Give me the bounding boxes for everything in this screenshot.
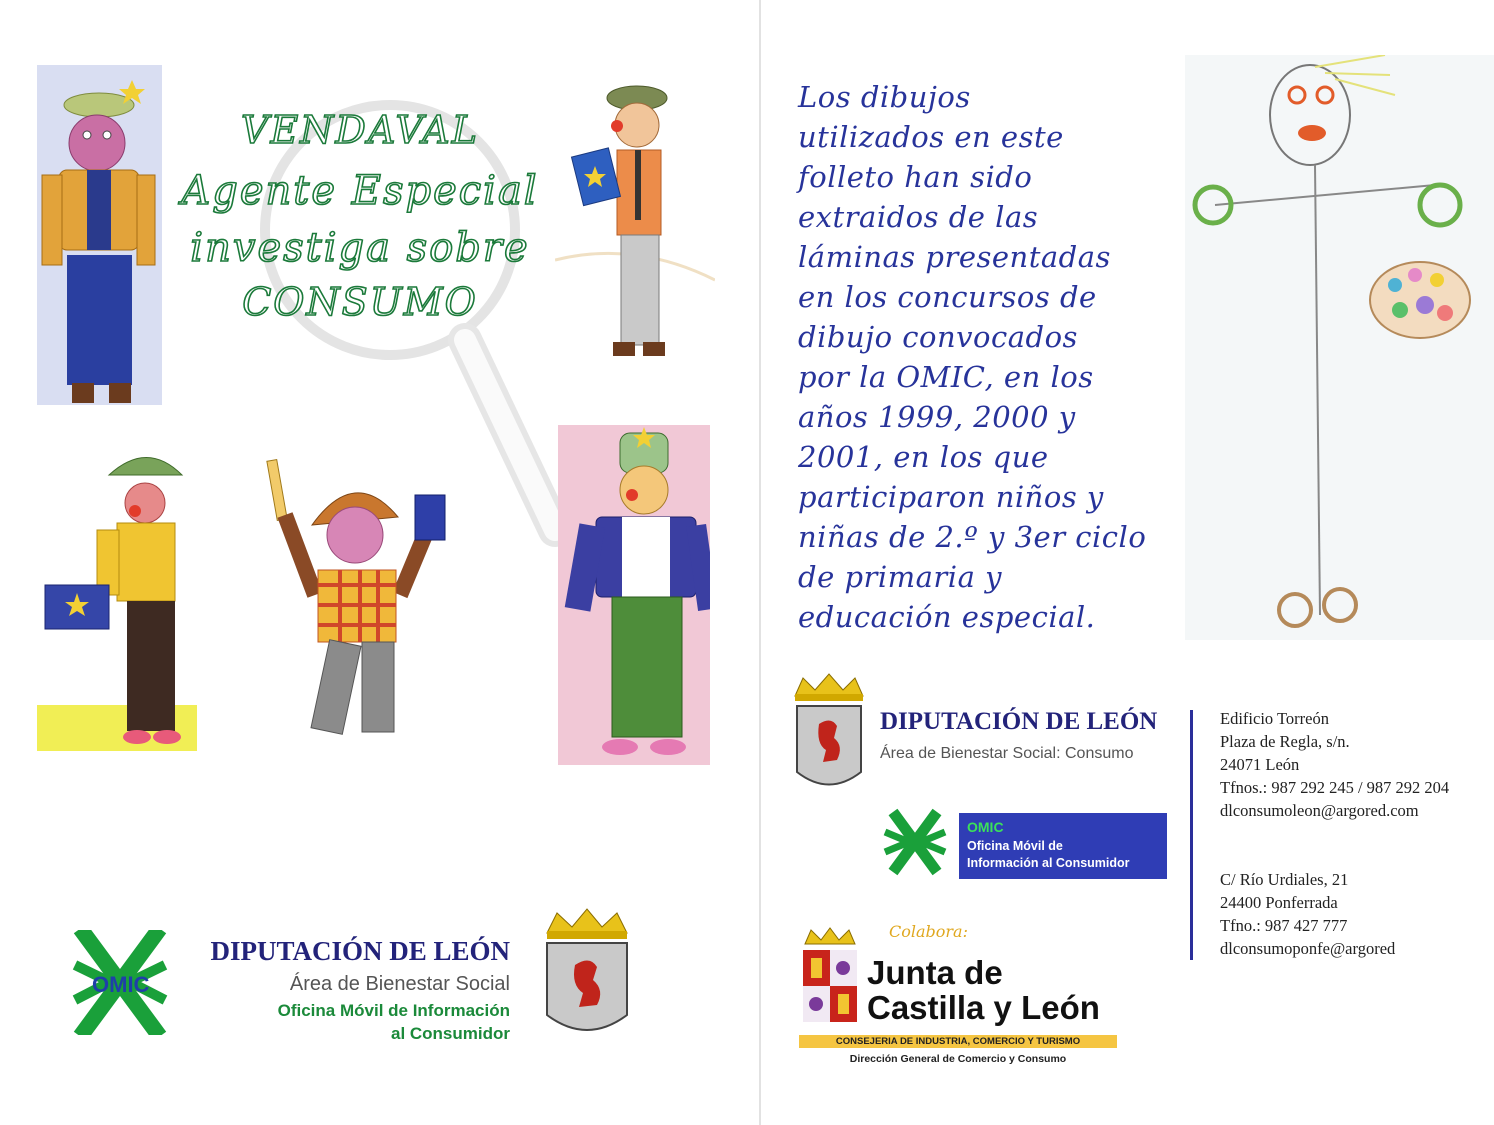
cover-title-line-4: CONSUMO bbox=[242, 280, 478, 324]
cover-office-line-2: al Consumidor bbox=[390, 1024, 510, 1043]
address-ponferrada-line-1: C/ Río Urdiales, 21 bbox=[1220, 870, 1349, 889]
consejeria-text: CONSEJERIA DE INDUSTRIA, COMERCIO Y TURISMO bbox=[835, 1036, 1081, 1047]
back-text-line-13: de primaria y bbox=[798, 560, 1002, 594]
child-drawing-painter bbox=[1185, 55, 1494, 640]
junta-line-2: Castilla y León bbox=[867, 989, 1100, 1026]
leon-coat-of-arms-icon bbox=[535, 905, 640, 1050]
address-leon-email[interactable]: dlconsumoleon@argored.com bbox=[1220, 801, 1419, 820]
address-leon-phones: Tfnos.: 987 292 245 / 987 292 204 bbox=[1220, 778, 1450, 797]
address-divider bbox=[1190, 710, 1193, 960]
child-drawing-agent-5 bbox=[558, 425, 710, 765]
back-text-line-7: dibujo convocados bbox=[798, 320, 1078, 354]
address-leon-line-1: Edificio Torreón bbox=[1220, 709, 1329, 728]
back-text-line-8: por la OMIC, en los bbox=[798, 360, 1094, 394]
back-org-area: Área de Bienestar Social: Consumo bbox=[880, 745, 1134, 762]
back-text-line-3: folleto han sido bbox=[798, 160, 1033, 194]
junta-bar bbox=[799, 1035, 1117, 1048]
back-text-line-2: utilizados en este bbox=[798, 120, 1064, 154]
omic-logo-text: OMIC bbox=[92, 972, 150, 997]
back-text-line-11: participaron niños y bbox=[798, 480, 1104, 514]
back-text-line-1: Los dibujos bbox=[798, 80, 971, 114]
colabora-label: Colabora: bbox=[889, 922, 968, 941]
omic-box-line-2: Información al Consumidor bbox=[967, 856, 1130, 870]
address-ponferrada-phone: Tfno.: 987 427 777 bbox=[1220, 916, 1348, 935]
address-ponferrada-line-2: 24400 Ponferrada bbox=[1220, 893, 1338, 912]
back-text-line-12: niñas de 2.º y 3er ciclo bbox=[798, 520, 1147, 554]
junta-coat-of-arms-icon bbox=[799, 926, 861, 1031]
back-text-line-9: años 1999, 2000 y bbox=[798, 400, 1076, 434]
omic-box-line-1: Oficina Móvil de bbox=[967, 839, 1063, 853]
child-drawing-agent-1 bbox=[37, 65, 162, 405]
back-org-name: DIPUTACIÓN DE LEÓN bbox=[880, 708, 1158, 735]
address-ponferrada-email[interactable]: dlconsumoponfe@argored bbox=[1220, 939, 1396, 958]
omic-box-title: OMIC bbox=[967, 819, 1004, 835]
back-text-line-10: 2001, en los que bbox=[798, 440, 1049, 474]
back-text-line-6: en los concursos de bbox=[798, 280, 1097, 314]
cover-title-line-3: investiga sobre bbox=[190, 225, 530, 271]
address-leon-line-2: Plaza de Regla, s/n. bbox=[1220, 732, 1350, 751]
child-drawing-agent-4 bbox=[260, 455, 455, 740]
cover-title-line-2: Agente Especial bbox=[181, 168, 539, 214]
cover-title-line-1: VENDAVAL bbox=[241, 108, 479, 152]
cover-office-line-1: Oficina Móvil de Información bbox=[277, 1001, 510, 1020]
back-text-line-14: educación especial. bbox=[798, 600, 1096, 634]
back-text-line-5: láminas presentadas bbox=[798, 240, 1111, 274]
back-text-line-4: extraidos de las bbox=[798, 200, 1039, 234]
cover-org-area: Área de Bienestar Social bbox=[289, 973, 510, 995]
junta-line-1: Junta de bbox=[867, 954, 1003, 991]
cover-org-name: DIPUTACIÓN DE LEÓN bbox=[210, 936, 510, 966]
address-leon-line-3: 24071 León bbox=[1220, 755, 1300, 774]
omic-info-box bbox=[959, 813, 1167, 879]
direccion-text: Dirección General de Comercio y Consumo bbox=[849, 1053, 1067, 1065]
child-drawing-agent-3 bbox=[37, 445, 197, 751]
leon-coat-of-arms-back-icon bbox=[789, 672, 869, 797]
child-drawing-agent-2 bbox=[555, 80, 715, 370]
omic-back-logo-icon bbox=[883, 808, 947, 876]
